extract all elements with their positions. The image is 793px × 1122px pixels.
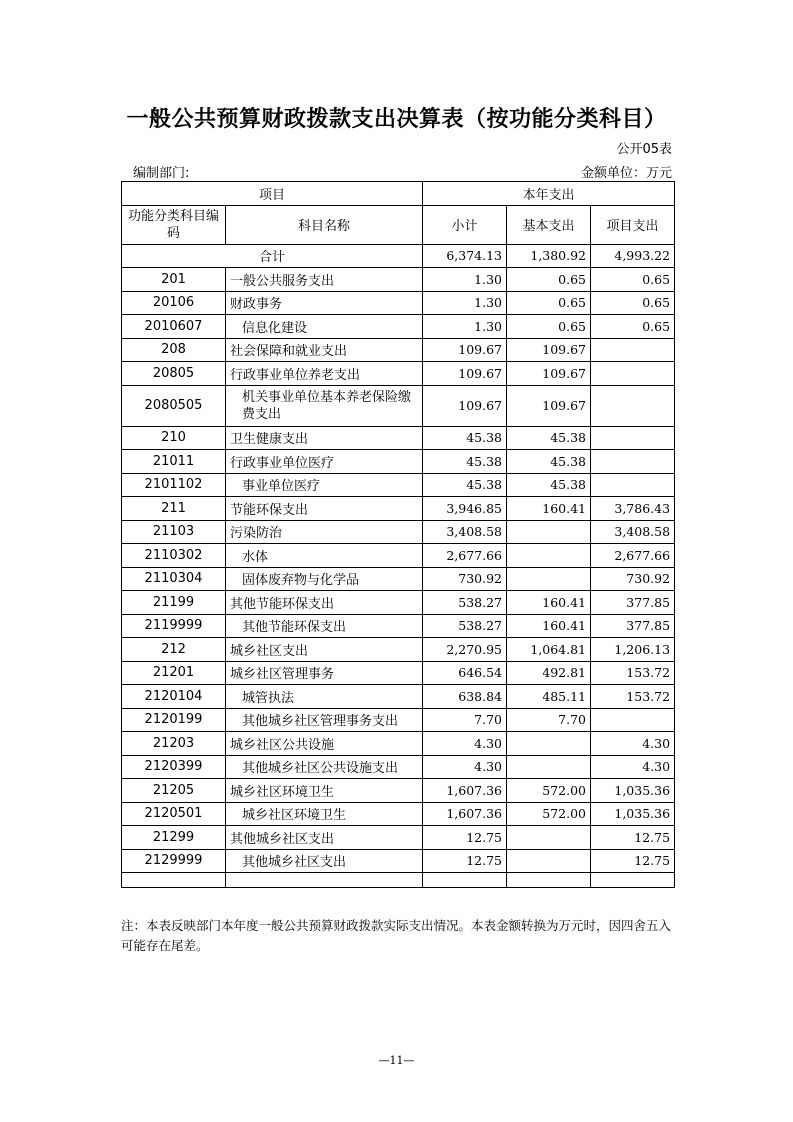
row-basic: 485.11 <box>507 685 591 709</box>
row-name: 机关事业单位基本养老保险缴费支出 <box>226 385 423 426</box>
row-name: 一般公共服务支出 <box>226 268 423 292</box>
row-basic: 45.38 <box>507 450 591 474</box>
row-project: 2,677.66 <box>591 544 675 568</box>
row-project: 153.72 <box>591 685 675 709</box>
row-name: 其他城乡社区公共设施支出 <box>226 755 423 779</box>
row-project <box>591 385 675 426</box>
row-basic: 0.65 <box>507 315 591 339</box>
total-basic: 1,380.92 <box>507 244 591 268</box>
header-project: 项目支出 <box>591 205 675 244</box>
row-name: 城乡社区管理事务 <box>226 661 423 685</box>
row-basic: 160.41 <box>507 591 591 615</box>
row-basic: 160.41 <box>507 497 591 521</box>
row-basic <box>507 567 591 591</box>
row-code: 212 <box>122 638 226 662</box>
row-subtotal: 2,270.95 <box>423 638 507 662</box>
row-subtotal: 4.30 <box>423 732 507 756</box>
row-basic: 1,064.81 <box>507 638 591 662</box>
row-project: 3,408.58 <box>591 520 675 544</box>
row-project: 12.75 <box>591 849 675 873</box>
row-project <box>591 426 675 450</box>
header-current-year: 本年支出 <box>423 182 675 206</box>
row-name: 行政事业单位养老支出 <box>226 362 423 386</box>
row-basic: 7.70 <box>507 708 591 732</box>
row-basic <box>507 520 591 544</box>
row-code: 211 <box>122 497 226 521</box>
row-name: 其他城乡社区管理事务支出 <box>226 708 423 732</box>
table-row <box>122 268 675 292</box>
table-row <box>122 708 675 732</box>
row-code: 2120501 <box>122 802 226 826</box>
row-subtotal: 538.27 <box>423 591 507 615</box>
row-code: 2120104 <box>122 685 226 709</box>
row-name: 城乡社区支出 <box>226 638 423 662</box>
table-row <box>122 685 675 709</box>
row-project <box>591 338 675 362</box>
row-subtotal: 638.84 <box>423 685 507 709</box>
row-name: 城乡社区公共设施 <box>226 732 423 756</box>
row-subtotal: 109.67 <box>423 385 507 426</box>
row-subtotal: 2,677.66 <box>423 544 507 568</box>
table-row <box>122 826 675 850</box>
row-name: 事业单位医疗 <box>226 473 423 497</box>
row-project <box>591 708 675 732</box>
table-row <box>122 638 675 662</box>
row-subtotal: 3,946.85 <box>423 497 507 521</box>
row-project <box>591 450 675 474</box>
row-code: 20106 <box>122 291 226 315</box>
row-subtotal: 646.54 <box>423 661 507 685</box>
table-row <box>122 338 675 362</box>
row-subtotal: 4.30 <box>423 755 507 779</box>
row-name: 信息化建设 <box>226 315 423 339</box>
empty-cell <box>423 873 507 888</box>
header-code: 功能分类科目编码 <box>122 205 226 244</box>
row-name: 水体 <box>226 544 423 568</box>
row-subtotal: 109.67 <box>423 338 507 362</box>
row-basic: 45.38 <box>507 473 591 497</box>
row-basic: 45.38 <box>507 426 591 450</box>
row-basic <box>507 544 591 568</box>
row-code: 2110302 <box>122 544 226 568</box>
table-row <box>122 497 675 521</box>
row-basic: 572.00 <box>507 802 591 826</box>
row-subtotal: 1,607.36 <box>423 802 507 826</box>
table-row <box>122 802 675 826</box>
row-subtotal: 12.75 <box>423 849 507 873</box>
expenditure-table <box>121 181 675 888</box>
row-code: 2119999 <box>122 614 226 638</box>
row-code: 2120399 <box>122 755 226 779</box>
row-basic: 572.00 <box>507 779 591 803</box>
row-subtotal: 7.70 <box>423 708 507 732</box>
header-row-1 <box>122 182 675 206</box>
row-project: 4.30 <box>591 732 675 756</box>
header-row-2 <box>122 205 675 244</box>
table-row <box>122 473 675 497</box>
row-basic: 109.67 <box>507 385 591 426</box>
row-project: 0.65 <box>591 268 675 292</box>
row-name: 财政事务 <box>226 291 423 315</box>
row-name: 城乡社区环境卫生 <box>226 802 423 826</box>
row-name: 城乡社区环境卫生 <box>226 779 423 803</box>
row-subtotal: 1,607.36 <box>423 779 507 803</box>
row-basic <box>507 732 591 756</box>
row-code: 2129999 <box>122 849 226 873</box>
row-project: 1,206.13 <box>591 638 675 662</box>
row-project: 153.72 <box>591 661 675 685</box>
row-code: 21199 <box>122 591 226 615</box>
total-project: 4,993.22 <box>591 244 675 268</box>
row-project: 3,786.43 <box>591 497 675 521</box>
row-code: 21205 <box>122 779 226 803</box>
row-project: 4.30 <box>591 755 675 779</box>
row-code: 21103 <box>122 520 226 544</box>
row-project: 377.85 <box>591 614 675 638</box>
row-subtotal: 109.67 <box>423 362 507 386</box>
row-code: 21203 <box>122 732 226 756</box>
row-basic: 160.41 <box>507 614 591 638</box>
row-name: 污染防治 <box>226 520 423 544</box>
table-row <box>122 385 675 426</box>
table-row <box>122 591 675 615</box>
unit-label: 金额单位：万元 <box>580 166 672 181</box>
row-code: 20805 <box>122 362 226 386</box>
header-name: 科目名称 <box>226 205 423 244</box>
total-subtotal: 6,374.13 <box>423 244 507 268</box>
row-name: 卫生健康支出 <box>226 426 423 450</box>
row-name: 社会保障和就业支出 <box>226 338 423 362</box>
row-code: 21011 <box>122 450 226 474</box>
table-row <box>122 732 675 756</box>
table-row <box>122 291 675 315</box>
row-subtotal: 12.75 <box>423 826 507 850</box>
table-row <box>122 450 675 474</box>
row-code: 2120199 <box>122 708 226 732</box>
row-subtotal: 3,408.58 <box>423 520 507 544</box>
table-row <box>122 614 675 638</box>
header-basic: 基本支出 <box>507 205 591 244</box>
empty-row <box>122 873 675 888</box>
row-project <box>591 362 675 386</box>
row-name: 其他节能环保支出 <box>226 614 423 638</box>
row-code: 2101102 <box>122 473 226 497</box>
table-row <box>122 362 675 386</box>
header-subtotal: 小计 <box>423 205 507 244</box>
table-row <box>122 567 675 591</box>
row-code: 2080505 <box>122 385 226 426</box>
table-id: 公开05表 <box>616 142 672 157</box>
page-title: 一般公共预算财政拨款支出决算表（按功能分类科目） <box>126 107 667 132</box>
dept-label: 编制部门: <box>133 166 190 181</box>
row-basic: 109.67 <box>507 362 591 386</box>
row-name: 城管执法 <box>226 685 423 709</box>
total-label: 合计 <box>122 244 423 268</box>
table-row <box>122 426 675 450</box>
row-subtotal: 1.30 <box>423 315 507 339</box>
row-basic: 0.65 <box>507 268 591 292</box>
row-name: 其他城乡社区支出 <box>226 826 423 850</box>
row-subtotal: 45.38 <box>423 426 507 450</box>
row-basic: 492.81 <box>507 661 591 685</box>
row-name: 其他城乡社区支出 <box>226 849 423 873</box>
total-row <box>122 244 675 268</box>
row-code: 210 <box>122 426 226 450</box>
row-subtotal: 45.38 <box>423 450 507 474</box>
row-subtotal: 1.30 <box>423 268 507 292</box>
row-subtotal: 1.30 <box>423 291 507 315</box>
row-name: 节能环保支出 <box>226 497 423 521</box>
row-subtotal: 45.38 <box>423 473 507 497</box>
row-basic: 109.67 <box>507 338 591 362</box>
table-row <box>122 315 675 339</box>
row-code: 2010607 <box>122 315 226 339</box>
row-subtotal: 538.27 <box>423 614 507 638</box>
row-project: 730.92 <box>591 567 675 591</box>
row-code: 2110304 <box>122 567 226 591</box>
row-basic <box>507 826 591 850</box>
row-project: 377.85 <box>591 591 675 615</box>
table-row <box>122 520 675 544</box>
row-project: 12.75 <box>591 826 675 850</box>
table-row <box>122 661 675 685</box>
row-project: 0.65 <box>591 315 675 339</box>
empty-cell <box>122 873 226 888</box>
table-row <box>122 544 675 568</box>
row-code: 208 <box>122 338 226 362</box>
footnote: 注：本表反映部门本年度一般公共预算财政拨款实际支出情况。本表金额转换为万元时，因四舍五入可能存在尾差。 <box>121 918 672 953</box>
table-row <box>122 849 675 873</box>
row-code: 201 <box>122 268 226 292</box>
empty-cell <box>507 873 591 888</box>
row-subtotal: 730.92 <box>423 567 507 591</box>
row-project: 1,035.36 <box>591 802 675 826</box>
row-basic <box>507 755 591 779</box>
row-code: 21201 <box>122 661 226 685</box>
row-name: 行政事业单位医疗 <box>226 450 423 474</box>
table-row <box>122 755 675 779</box>
row-basic: 0.65 <box>507 291 591 315</box>
row-project: 1,035.36 <box>591 779 675 803</box>
row-name: 固体废弃物与化学品 <box>226 567 423 591</box>
table-row <box>122 779 675 803</box>
row-name: 其他节能环保支出 <box>226 591 423 615</box>
empty-cell <box>591 873 675 888</box>
row-code: 21299 <box>122 826 226 850</box>
row-basic <box>507 849 591 873</box>
row-project <box>591 473 675 497</box>
row-project: 0.65 <box>591 291 675 315</box>
header-item: 项目 <box>122 182 423 206</box>
page-number: —11— <box>378 1054 415 1067</box>
empty-cell <box>226 873 423 888</box>
